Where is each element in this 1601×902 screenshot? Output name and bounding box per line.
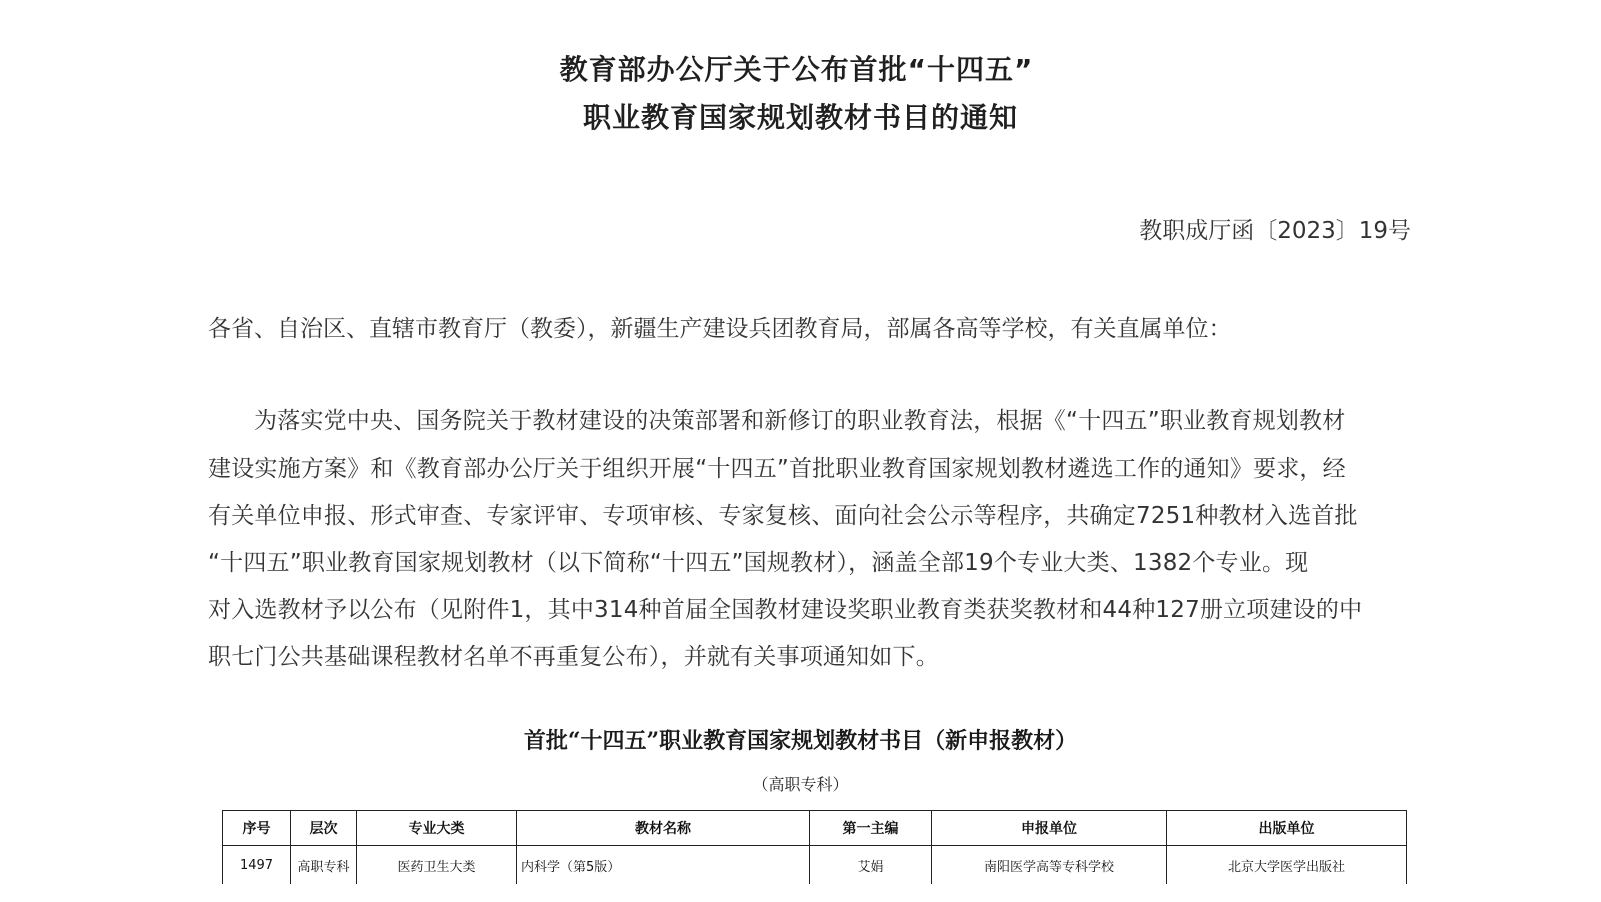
body-paragraph-line: 建设实施方案》和《教育部办公厅关于组织开展“十四五”首批职业教育国家规划教材遴选工作的通知》要求，经: [208, 456, 1346, 482]
header-publisher: 出版单位: [1167, 811, 1407, 846]
notice-title-line-2: 职业教育国家规划教材书目的通知: [582, 101, 1018, 134]
cell-textbook-name: 内科学（第5版）: [517, 846, 810, 885]
header-applying-unit: 申报单位: [932, 811, 1167, 846]
cell-level: 高职专科: [291, 846, 357, 885]
textbook-catalog-table: [222, 810, 1407, 884]
body-paragraph-line: 对入选教材予以公布（见附件1，其中314种首届全国教材建设奖职业教育类获奖教材和44种127册立项建设的中: [208, 597, 1363, 623]
cell-publisher: 北京大学医学出版社: [1167, 846, 1407, 885]
table-subtitle: （高职专科）: [752, 775, 849, 794]
header-textbook-name: 教材名称: [517, 811, 810, 846]
body-paragraph-line: 有关单位申报、形式审查、专家评审、专项审核、专家复核、面向社会公示等程序，共确定7251种教材入选首批: [208, 503, 1358, 529]
body-paragraph-line: “十四五”职业教育国家规划教材（以下简称“十四五”国规教材），涵盖全部19个专业大类、1382个专业。现: [208, 550, 1309, 576]
document-number: 教职成厅函〔2023〕19号: [1139, 218, 1411, 244]
body-paragraph-line: 职七门公共基础课程教材名单不再重复公布），并就有关事项通知如下。: [208, 644, 939, 670]
notice-title-line-1: 教育部办公厅关于公布首批“十四五”: [559, 53, 1034, 86]
cell-serial-number: 1497: [223, 846, 291, 885]
body-paragraph-line: 为落实党中央、国务院关于教材建设的决策部署和新修订的职业教育法，根据《“十四五”职业教育规划教材: [254, 408, 1346, 434]
table-title: 首批“十四五”职业教育国家规划教材书目（新申报教材）: [523, 728, 1078, 754]
cell-chief-editor: 艾娟: [810, 846, 932, 885]
table-row: [223, 846, 1407, 885]
cell-applying-unit: 南阳医学高等专科学校: [932, 846, 1167, 885]
header-major-category: 专业大类: [357, 811, 517, 846]
table-header-row: [223, 811, 1407, 846]
header-level: 层次: [291, 811, 357, 846]
header-chief-editor: 第一主编: [810, 811, 932, 846]
cell-major-category: 医药卫生大类: [357, 846, 517, 885]
header-serial-number: 序号: [223, 811, 291, 846]
salutation: 各省、自治区、直辖市教育厅（教委），新疆生产建设兵团教育局，部属各高等学校，有关直属单位：: [208, 316, 1232, 342]
